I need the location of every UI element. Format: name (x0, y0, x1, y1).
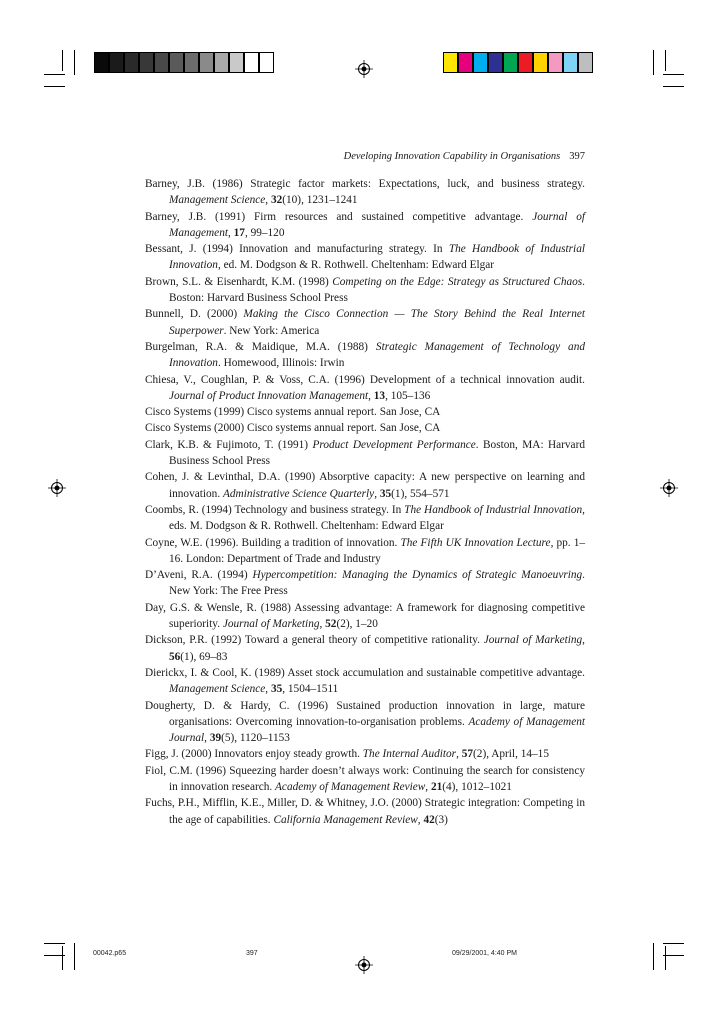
reference-text-run: Bunnell, D. (2000) (145, 308, 244, 321)
reference-text-run: , (204, 732, 210, 745)
registration-mark-icon (355, 60, 373, 78)
grey-swatch (124, 52, 139, 73)
crop-mark (44, 943, 65, 944)
reference-text-run: Dickson, P.R. (1992) Toward a general theory of competitive rationality. (145, 634, 484, 647)
reference-text-run: (2), 1–20 (336, 618, 378, 631)
reference-entry (145, 698, 585, 747)
reference-entry (145, 795, 585, 828)
reference-text-run: . New York: The Free Press (169, 569, 585, 598)
grey-swatch (259, 52, 274, 73)
reference-entry (145, 535, 585, 568)
reference-entry (145, 665, 585, 698)
registration-mark-icon (660, 479, 678, 497)
running-title: Developing Innovation Capability in Organisations (343, 151, 561, 162)
reference-text-run: (1), 554–571 (391, 487, 450, 500)
running-header (145, 151, 585, 162)
reference-text-run: , (582, 634, 585, 647)
reference-bold-run: 21 (430, 780, 443, 793)
reference-entry (145, 502, 585, 535)
registration-mark-icon (355, 956, 373, 974)
reference-text-run: Brown, S.L. & Eisenhardt, K.M. (1998) (145, 275, 333, 288)
reference-text-run: , (425, 780, 431, 793)
reference-bold-run: 56 (169, 650, 181, 663)
reference-entry (145, 176, 585, 209)
reference-italic-run: Academy of Management Journal (169, 715, 585, 745)
reference-text-run: Coombs, R. (1994) Technology and business strategy. In (145, 503, 405, 516)
grey-swatch (94, 52, 109, 73)
reference-text-run: Barney, J.B. (1986) Strategic factor markets: Expectations, luck, and business strategy. (145, 178, 585, 190)
crop-mark (663, 86, 684, 87)
color-swatch (518, 52, 533, 73)
reference-text-run: , pp. 1–16. London: Department of Trade and Industry (169, 536, 586, 565)
reference-italic-run: Journal of Marketing (483, 634, 583, 647)
reference-text-run: Day, G.S. & Wensle, R. (1988) Assessing advantage: A framework for diagnosing competitive superiority. (145, 601, 585, 631)
reference-text-run: , (319, 618, 326, 631)
crop-mark (665, 946, 666, 970)
reference-italic-run: Management Science (169, 683, 266, 696)
color-swatch (578, 52, 593, 73)
grey-swatch (199, 52, 214, 73)
reference-text-run: Clark, K.B. & Fujimoto, T. (1991) (145, 438, 313, 451)
reference-text-run: (2), April, 14–15 (473, 748, 549, 761)
crop-mark (653, 943, 654, 970)
reference-italic-run: California Management Review (273, 813, 418, 826)
reference-bold-run: 57 (461, 748, 474, 761)
slug-datetime: 09/29/2001, 4:40 PM (452, 950, 517, 957)
color-swatch (503, 52, 518, 73)
reference-entry (145, 420, 585, 436)
reference-text-run: Chiesa, V., Coughlan, P. & Voss, C.A. (1996) Development of a technical innovation audit. (145, 373, 585, 386)
registration-mark-icon (48, 479, 66, 497)
reference-text-run: , 99–120 (244, 226, 285, 239)
reference-text-run: , 1504–1511 (282, 683, 339, 696)
reference-bold-run: 42 (423, 813, 435, 826)
crop-mark (663, 955, 684, 956)
reference-list (145, 176, 585, 828)
reference-entry (145, 469, 585, 502)
reference-text-run: , (374, 487, 380, 500)
reference-text-run: Cisco Systems (2000) Cisco systems annual report. San Jose, CA (145, 422, 441, 435)
slug-filename: 00042.p65 (93, 950, 127, 957)
color-swatch (488, 52, 503, 73)
reference-text-run: Cohen, J. & Levinthal, D.A. (1990) Absorptive capacity: A new perspective on learning and innovation. (145, 471, 585, 500)
reference-text-run: , (227, 226, 234, 239)
reference-text-run: . New York: America (223, 324, 320, 337)
grey-swatch (169, 52, 184, 73)
crop-mark (62, 946, 63, 970)
reference-italic-run: Strategic Management of Technology and Innovation (169, 340, 586, 370)
reference-text-run: , (265, 683, 271, 696)
reference-entry (145, 372, 585, 405)
reference-text-run: . Boston: Harvard Business School Press (169, 275, 585, 305)
crop-mark (663, 74, 684, 75)
color-swatch (563, 52, 578, 73)
reference-text-run: D’Aveni, R.A. (1994) (145, 569, 253, 582)
crop-mark (663, 943, 684, 944)
reference-text-run: , ed. M. Dodgson & R. Rothwell. Cheltenham: Edward Elgar (217, 259, 495, 272)
reference-text-run: . Boston, MA: Harvard Business School Press (169, 438, 585, 468)
reference-italic-run: Management Science (169, 194, 266, 207)
reference-bold-run: 52 (325, 618, 337, 631)
reference-text-run: Cisco Systems (1999) Cisco systems annual report. San Jose, CA (145, 406, 441, 419)
reference-entry (145, 632, 585, 665)
crop-mark (44, 955, 65, 956)
page-number: 397 (569, 151, 585, 162)
reference-entry (145, 437, 585, 470)
reference-italic-run: Making the Cisco Connection — The Story Behind the Real Internet Superpower (169, 308, 585, 337)
reference-text-run: Bessant, J. (1994) Innovation and manufacturing strategy. In (145, 243, 449, 256)
reference-entry (145, 404, 585, 420)
reference-italic-run: The Handbook of Industrial Innovation (404, 503, 583, 516)
color-swatch (443, 52, 458, 73)
reference-italic-run: Academy of Management Review (275, 780, 426, 793)
reference-text-run: , (417, 813, 424, 826)
reference-text-run: Coyne, W.E. (1996). Building a tradition of innovation. (145, 536, 401, 549)
reference-bold-run: 35 (379, 487, 392, 500)
crop-mark (665, 50, 666, 71)
reference-bold-run: 17 (233, 226, 245, 239)
reference-entry (145, 339, 585, 372)
reference-italic-run: Journal of Product Innovation Management (169, 389, 369, 402)
color-swatch (473, 52, 488, 73)
reference-entry (145, 567, 585, 600)
greyscale-calibration-bar (94, 52, 274, 73)
reference-text-run: (4), 1012–1021 (442, 780, 512, 793)
reference-bold-run: 13 (373, 389, 386, 402)
crop-mark (44, 74, 65, 75)
reference-text-run: , (456, 748, 462, 761)
reference-italic-run: Administrative Science Quarterly (222, 487, 375, 500)
reference-text-run: Barney, J.B. (1991) Firm resources and sustained competitive advantage. (145, 210, 533, 223)
grey-swatch (184, 52, 199, 73)
grey-swatch (229, 52, 244, 73)
reference-text-run: Dierickx, I. & Cool, K. (1989) Asset stock accumulation and sustainable competitive advantage. (145, 666, 585, 679)
reference-text-run: , (265, 194, 271, 207)
crop-mark (74, 50, 75, 75)
grey-swatch (154, 52, 169, 73)
crop-mark (74, 943, 75, 970)
reference-bold-run: 35 (270, 683, 283, 696)
reference-text-run: (3) (434, 813, 448, 826)
grey-swatch (214, 52, 229, 73)
reference-text-run: (10), 1231–1241 (282, 194, 358, 207)
color-calibration-bar (443, 52, 593, 73)
reference-entry (145, 209, 585, 242)
reference-entry (145, 306, 585, 339)
reference-entry (145, 241, 585, 274)
reference-text-run: Fuchs, P.H., Mifflin, K.E., Miller, D. & Whitney, J.O. (2000) Strategic integration: Competing in the age of capabilities. (145, 797, 585, 826)
reference-italic-run: Journal of Management (169, 210, 585, 239)
crop-mark (653, 50, 654, 75)
crop-mark (44, 86, 65, 87)
crop-mark (62, 50, 63, 71)
slug-page: 397 (246, 950, 258, 957)
reference-bold-run: 39 (209, 732, 222, 745)
reference-italic-run: Journal of Marketing (222, 618, 320, 631)
color-swatch (548, 52, 563, 73)
color-swatch (533, 52, 548, 73)
reference-italic-run: Competing on the Edge: Strategy as Structured Chaos (332, 275, 583, 288)
reference-text-run: (5), 1120–1153 (221, 732, 290, 745)
reference-bold-run: 32 (270, 194, 283, 207)
reference-text-run: , 105–136 (385, 389, 431, 402)
reference-text-run: . Homewood, Illinois: Irwin (217, 357, 345, 370)
reference-text-run: Figg, J. (2000) Innovators enjoy steady growth. (145, 748, 363, 761)
reference-text-run: Burgelman, R.A. & Maidique, M.A. (1988) (145, 340, 376, 353)
reference-text-run: Dougherty, D. & Hardy, C. (1996) Sustained production innovation in large, mature organisations: Overcoming innovation-to-organisation problems. (145, 699, 585, 728)
reference-italic-run: The Fifth UK Innovation Lecture (400, 536, 551, 549)
reference-entry (145, 763, 585, 796)
reference-text-run: , eds. M. Dodgson & R. Rothwell. Cheltenham: Edward Elgar (169, 503, 585, 533)
reference-italic-run: The Handbook of Industrial Innovation (169, 243, 585, 272)
reference-text-run: , (368, 389, 374, 402)
grey-swatch (244, 52, 259, 73)
reference-entry (145, 746, 585, 762)
reference-text-run: Fiol, C.M. (1996) Squeezing harder doesn’t always work: Continuing the search for consistency in innovation research. (145, 764, 585, 793)
reference-italic-run: The Internal Auditor (362, 748, 457, 761)
reference-entry (145, 274, 585, 307)
reference-italic-run: Hypercompetition: Managing the Dynamics of Strategic Manoeuvring (252, 569, 583, 582)
reference-entry (145, 600, 585, 633)
color-swatch (458, 52, 473, 73)
grey-swatch (109, 52, 124, 73)
reference-text-run: (1), 69–83 (180, 650, 228, 663)
grey-swatch (139, 52, 154, 73)
reference-italic-run: Product Development Performance (312, 438, 476, 451)
